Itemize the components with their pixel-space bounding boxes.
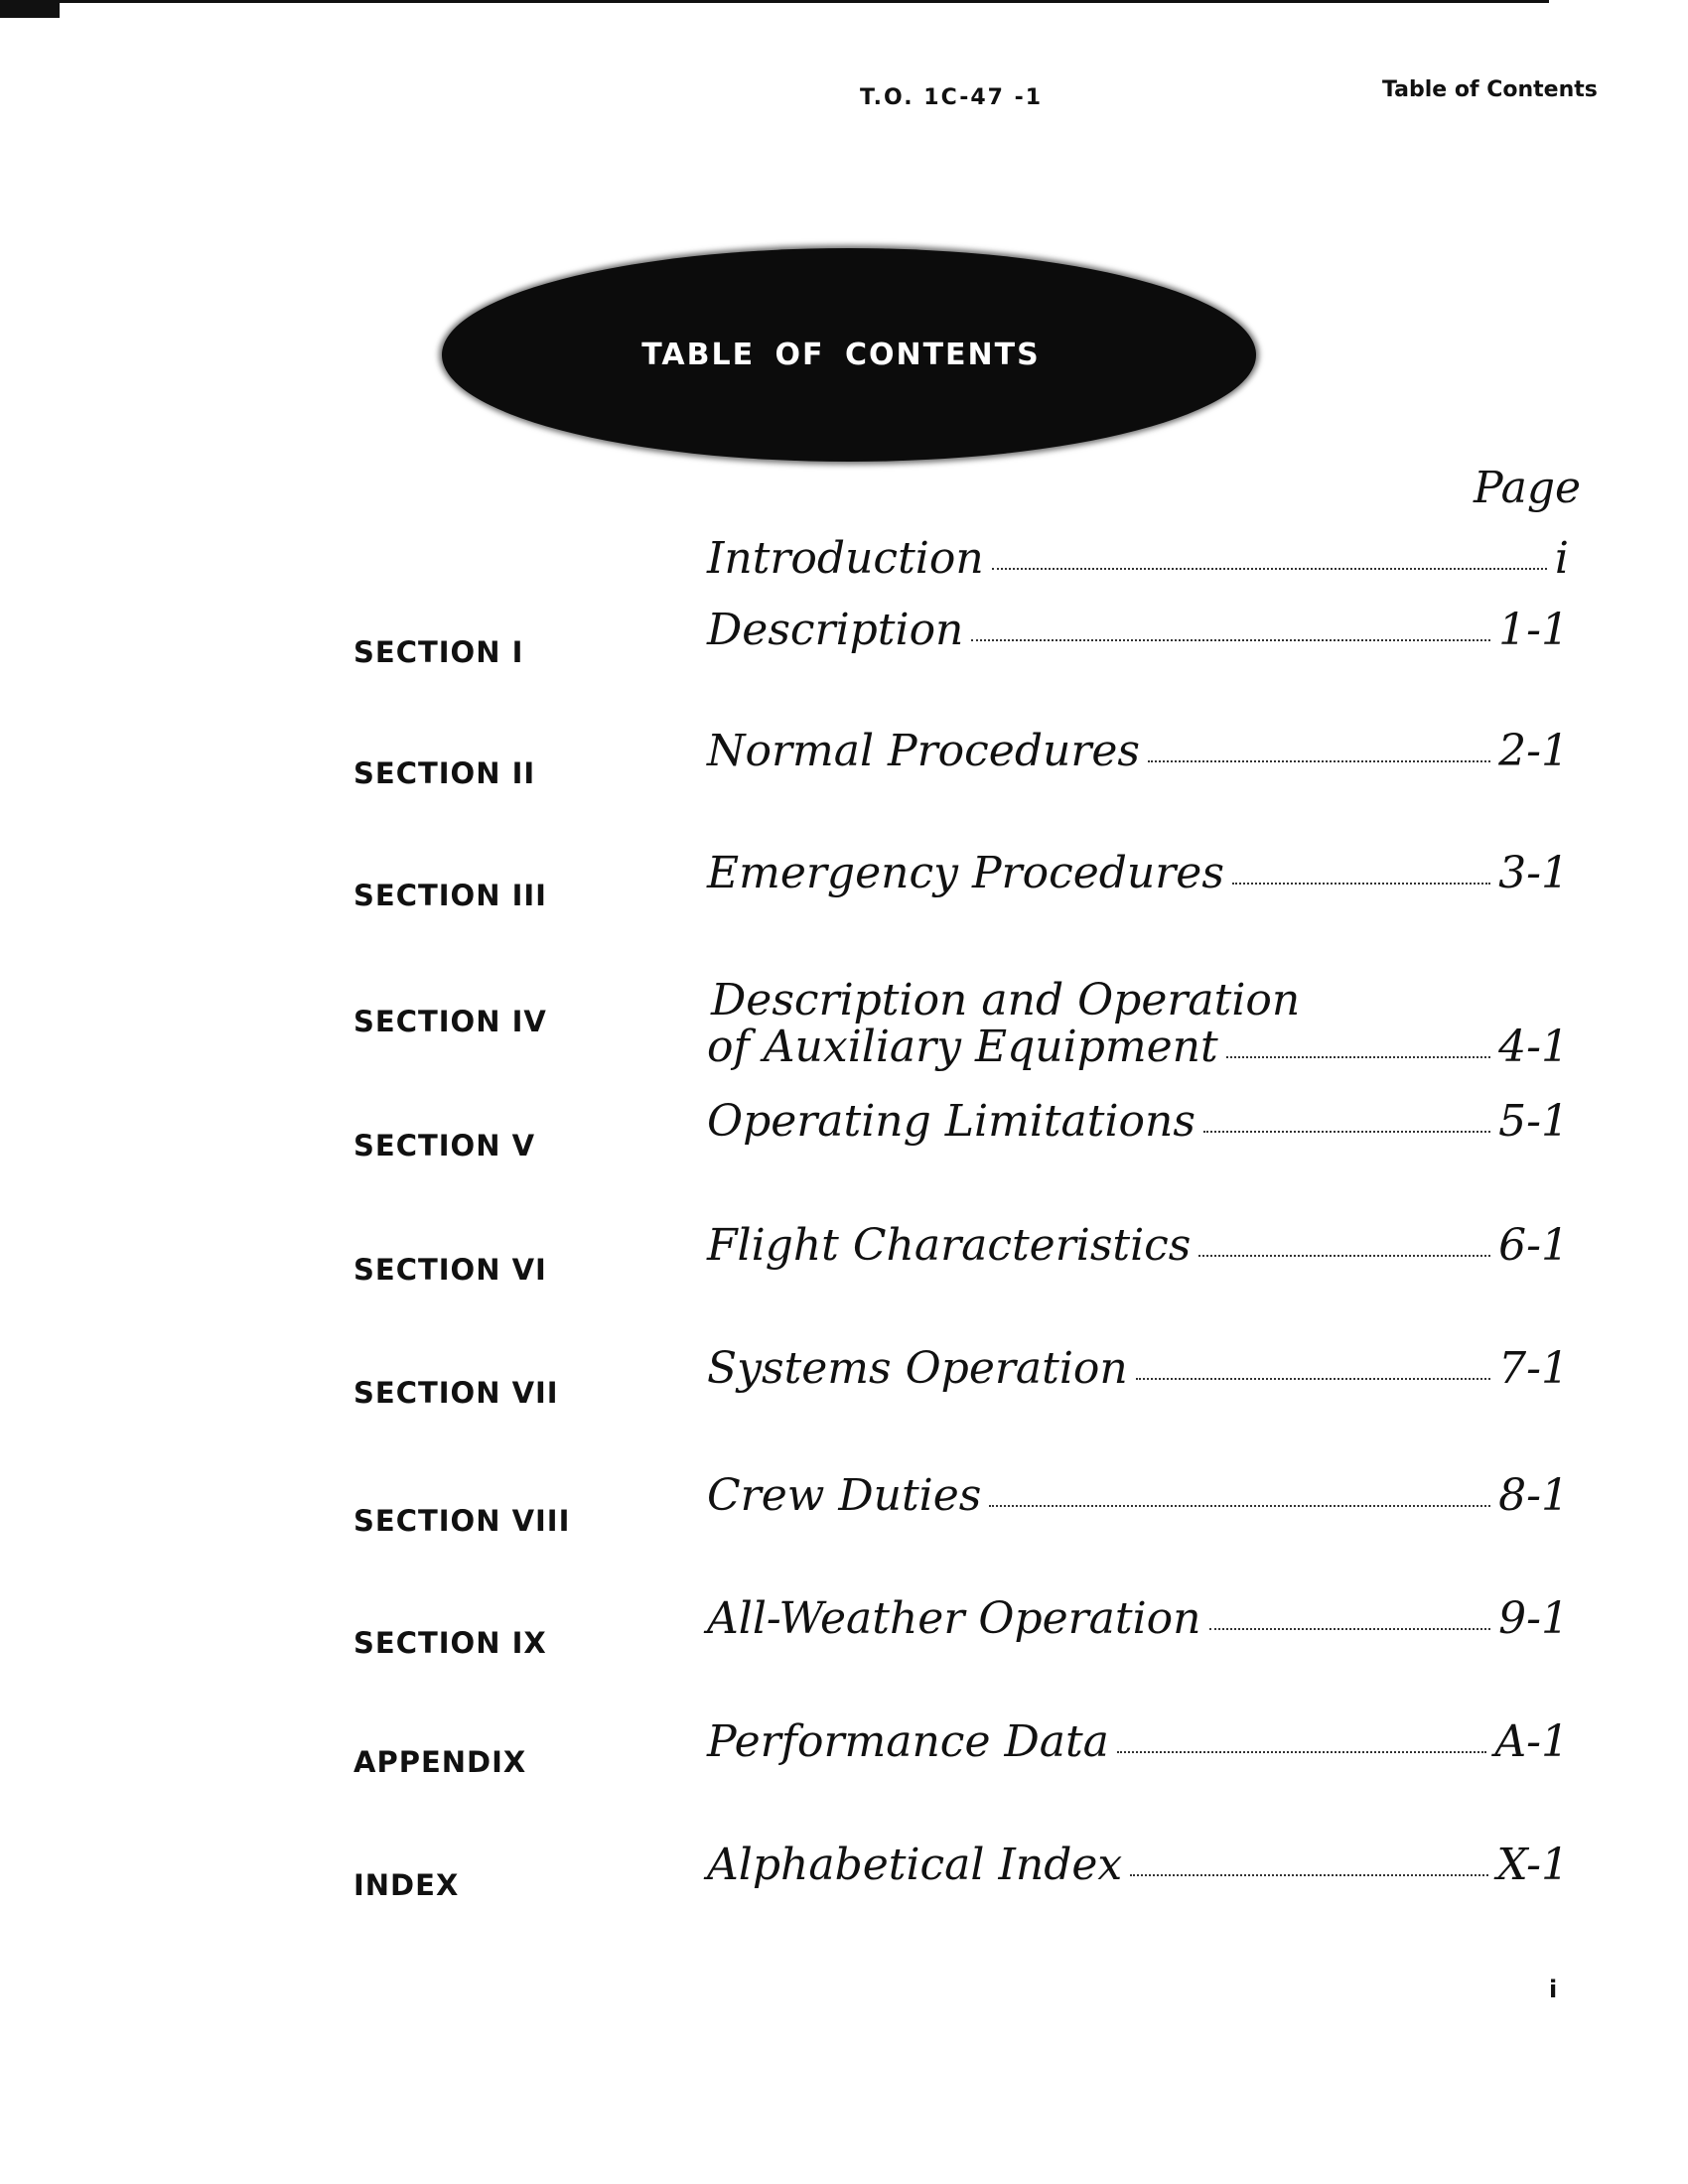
toc-entry-page: A-1 <box>1494 1716 1569 1767</box>
section-label: INDEX <box>353 1868 460 1902</box>
dot-leader <box>992 568 1547 570</box>
dot-leader <box>1203 1131 1490 1133</box>
toc-entry-title: All-Weather Operation <box>707 1593 1201 1644</box>
toc-entry-crew-duties[interactable] <box>707 1470 1569 1521</box>
toc-entry-title: Alphabetical Index <box>707 1840 1123 1890</box>
toc-entry-operating-limitations[interactable] <box>707 1096 1569 1147</box>
toc-entry-page: X-1 <box>1496 1840 1569 1890</box>
toc-entry-page: 9-1 <box>1498 1593 1569 1644</box>
toc-entry-title: Operating Limitations <box>707 1096 1196 1147</box>
section-label: SECTION II <box>353 756 536 790</box>
section-label: SECTION VI <box>353 1253 547 1287</box>
section-label: APPENDIX <box>353 1745 527 1779</box>
dot-leader <box>1136 1378 1490 1380</box>
section-label: SECTION IX <box>353 1626 547 1660</box>
toc-entry-title: Introduction <box>707 533 984 584</box>
toc-entry-page: 3-1 <box>1498 848 1569 898</box>
section-label: SECTION IV <box>353 1005 547 1038</box>
toc-entry-page: 1-1 <box>1498 605 1569 655</box>
page-column-label: Page <box>1474 463 1582 513</box>
dot-leader <box>1148 760 1490 762</box>
dot-leader <box>971 639 1490 641</box>
running-title: Table of Contents <box>1382 77 1598 102</box>
toc-entry-auxiliary-equipment[interactable] <box>707 1024 1569 1070</box>
toc-entry-page: 4-1 <box>1498 1022 1569 1072</box>
dot-leader <box>1209 1628 1491 1630</box>
banner-title: TABLE OF CONTENTS <box>641 338 1041 372</box>
toc-entry-title: Performance Data <box>707 1716 1109 1767</box>
section-label: SECTION I <box>353 635 524 669</box>
dot-leader <box>1226 1056 1490 1058</box>
toc-entry-title: Flight Characteristics <box>707 1220 1192 1271</box>
page-number: i <box>1549 1976 1558 2003</box>
toc-entry-emergency-procedures[interactable] <box>707 848 1569 898</box>
toc-entry-title: Crew Duties <box>707 1470 982 1521</box>
dot-leader <box>1198 1255 1490 1257</box>
toc-entry-introduction[interactable] <box>707 533 1569 584</box>
dot-leader <box>989 1505 1490 1507</box>
toc-entry-flight-characteristics[interactable] <box>707 1220 1569 1271</box>
toc-entry-description[interactable] <box>707 605 1569 655</box>
section-label: SECTION VIII <box>353 1504 571 1538</box>
toc-entry-page: 7-1 <box>1498 1343 1569 1394</box>
toc-entry-page: 8-1 <box>1498 1470 1569 1521</box>
toc-entry-all-weather-operation[interactable] <box>707 1593 1569 1644</box>
toc-entry-title: Systems Operation <box>707 1343 1128 1394</box>
toc-entry-alphabetical-index[interactable] <box>707 1840 1569 1890</box>
toc-entry-page: i <box>1554 533 1569 584</box>
dot-leader <box>1232 883 1490 885</box>
toc-entry-title: of Auxiliary Equipment <box>707 1022 1218 1072</box>
dot-leader <box>1117 1751 1486 1753</box>
toc-entry-page: 2-1 <box>1498 726 1569 776</box>
toc-entry-performance-data[interactable] <box>707 1716 1569 1767</box>
dot-leader <box>1130 1874 1488 1876</box>
toc-entry-title: Normal Procedures <box>707 726 1141 776</box>
toc-entry-page: 6-1 <box>1498 1220 1569 1271</box>
document-code: T.O. 1C-47 -1 <box>860 85 1044 110</box>
toc-entry-page: 5-1 <box>1498 1096 1569 1147</box>
toc-entry-title: Emergency Procedures <box>707 848 1224 898</box>
section-label: SECTION V <box>353 1129 536 1162</box>
section-label: SECTION III <box>353 879 547 912</box>
toc-entry-normal-procedures[interactable] <box>707 726 1569 776</box>
toc-entry-title-line1: Description and Operation <box>711 975 1301 1025</box>
section-label: SECTION VII <box>353 1376 559 1410</box>
toc-entry-systems-operation[interactable] <box>707 1343 1569 1394</box>
toc-entry-title: Description <box>707 605 964 655</box>
